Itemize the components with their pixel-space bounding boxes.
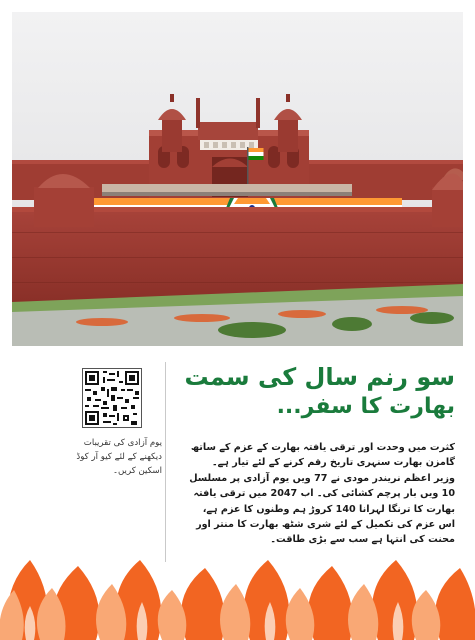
body-line: بھارت کا ترنگا لہرانا 140 کروڑ ہم وطنوں کا عزم ہے،: [202, 503, 455, 515]
qr-caption-line: اسکین کریں۔: [112, 466, 162, 476]
qr-caption-line: دیکھنے کے لئے کیو آر کوڈ: [76, 452, 162, 462]
body-line: محنت کی انتہا ہے سب سے بڑی طاقت۔: [270, 534, 455, 546]
body-line: گامزن بھارت سنہری تاریخ رقم کرنے کے لئے تیار ہے۔: [212, 457, 455, 469]
red-fort-photo: [12, 12, 463, 346]
body-line: وزیر اعظم نریندر مودی نے 77 ویں یوم آزادی پر مسلسل: [189, 472, 455, 484]
qr-caption-line: یوم آزادی کی تقریبات: [83, 438, 162, 448]
body-line: اس عزم کی تکمیل کے لئے شری شٹھ بھارت کا منتر اور: [196, 519, 455, 531]
headline-line-1: سو رنم سال کی سمت: [184, 363, 455, 391]
qr-code[interactable]: [82, 368, 142, 428]
headline: [184, 362, 455, 422]
column-divider: [165, 362, 166, 562]
body-line: 10 ویں بار پرچم کشائی کی۔ اب 2047 میں ترقی یافتہ: [193, 488, 455, 500]
body-paragraph: [185, 440, 455, 548]
body-line: کثرت میں وحدت اور ترقی یافتہ بھارت کے عزم کے ساتھ: [190, 442, 455, 453]
lotus-petal-border: [0, 560, 475, 640]
qr-caption: [70, 436, 162, 478]
headline-line-2: بھارت کا سفر...: [276, 394, 455, 419]
